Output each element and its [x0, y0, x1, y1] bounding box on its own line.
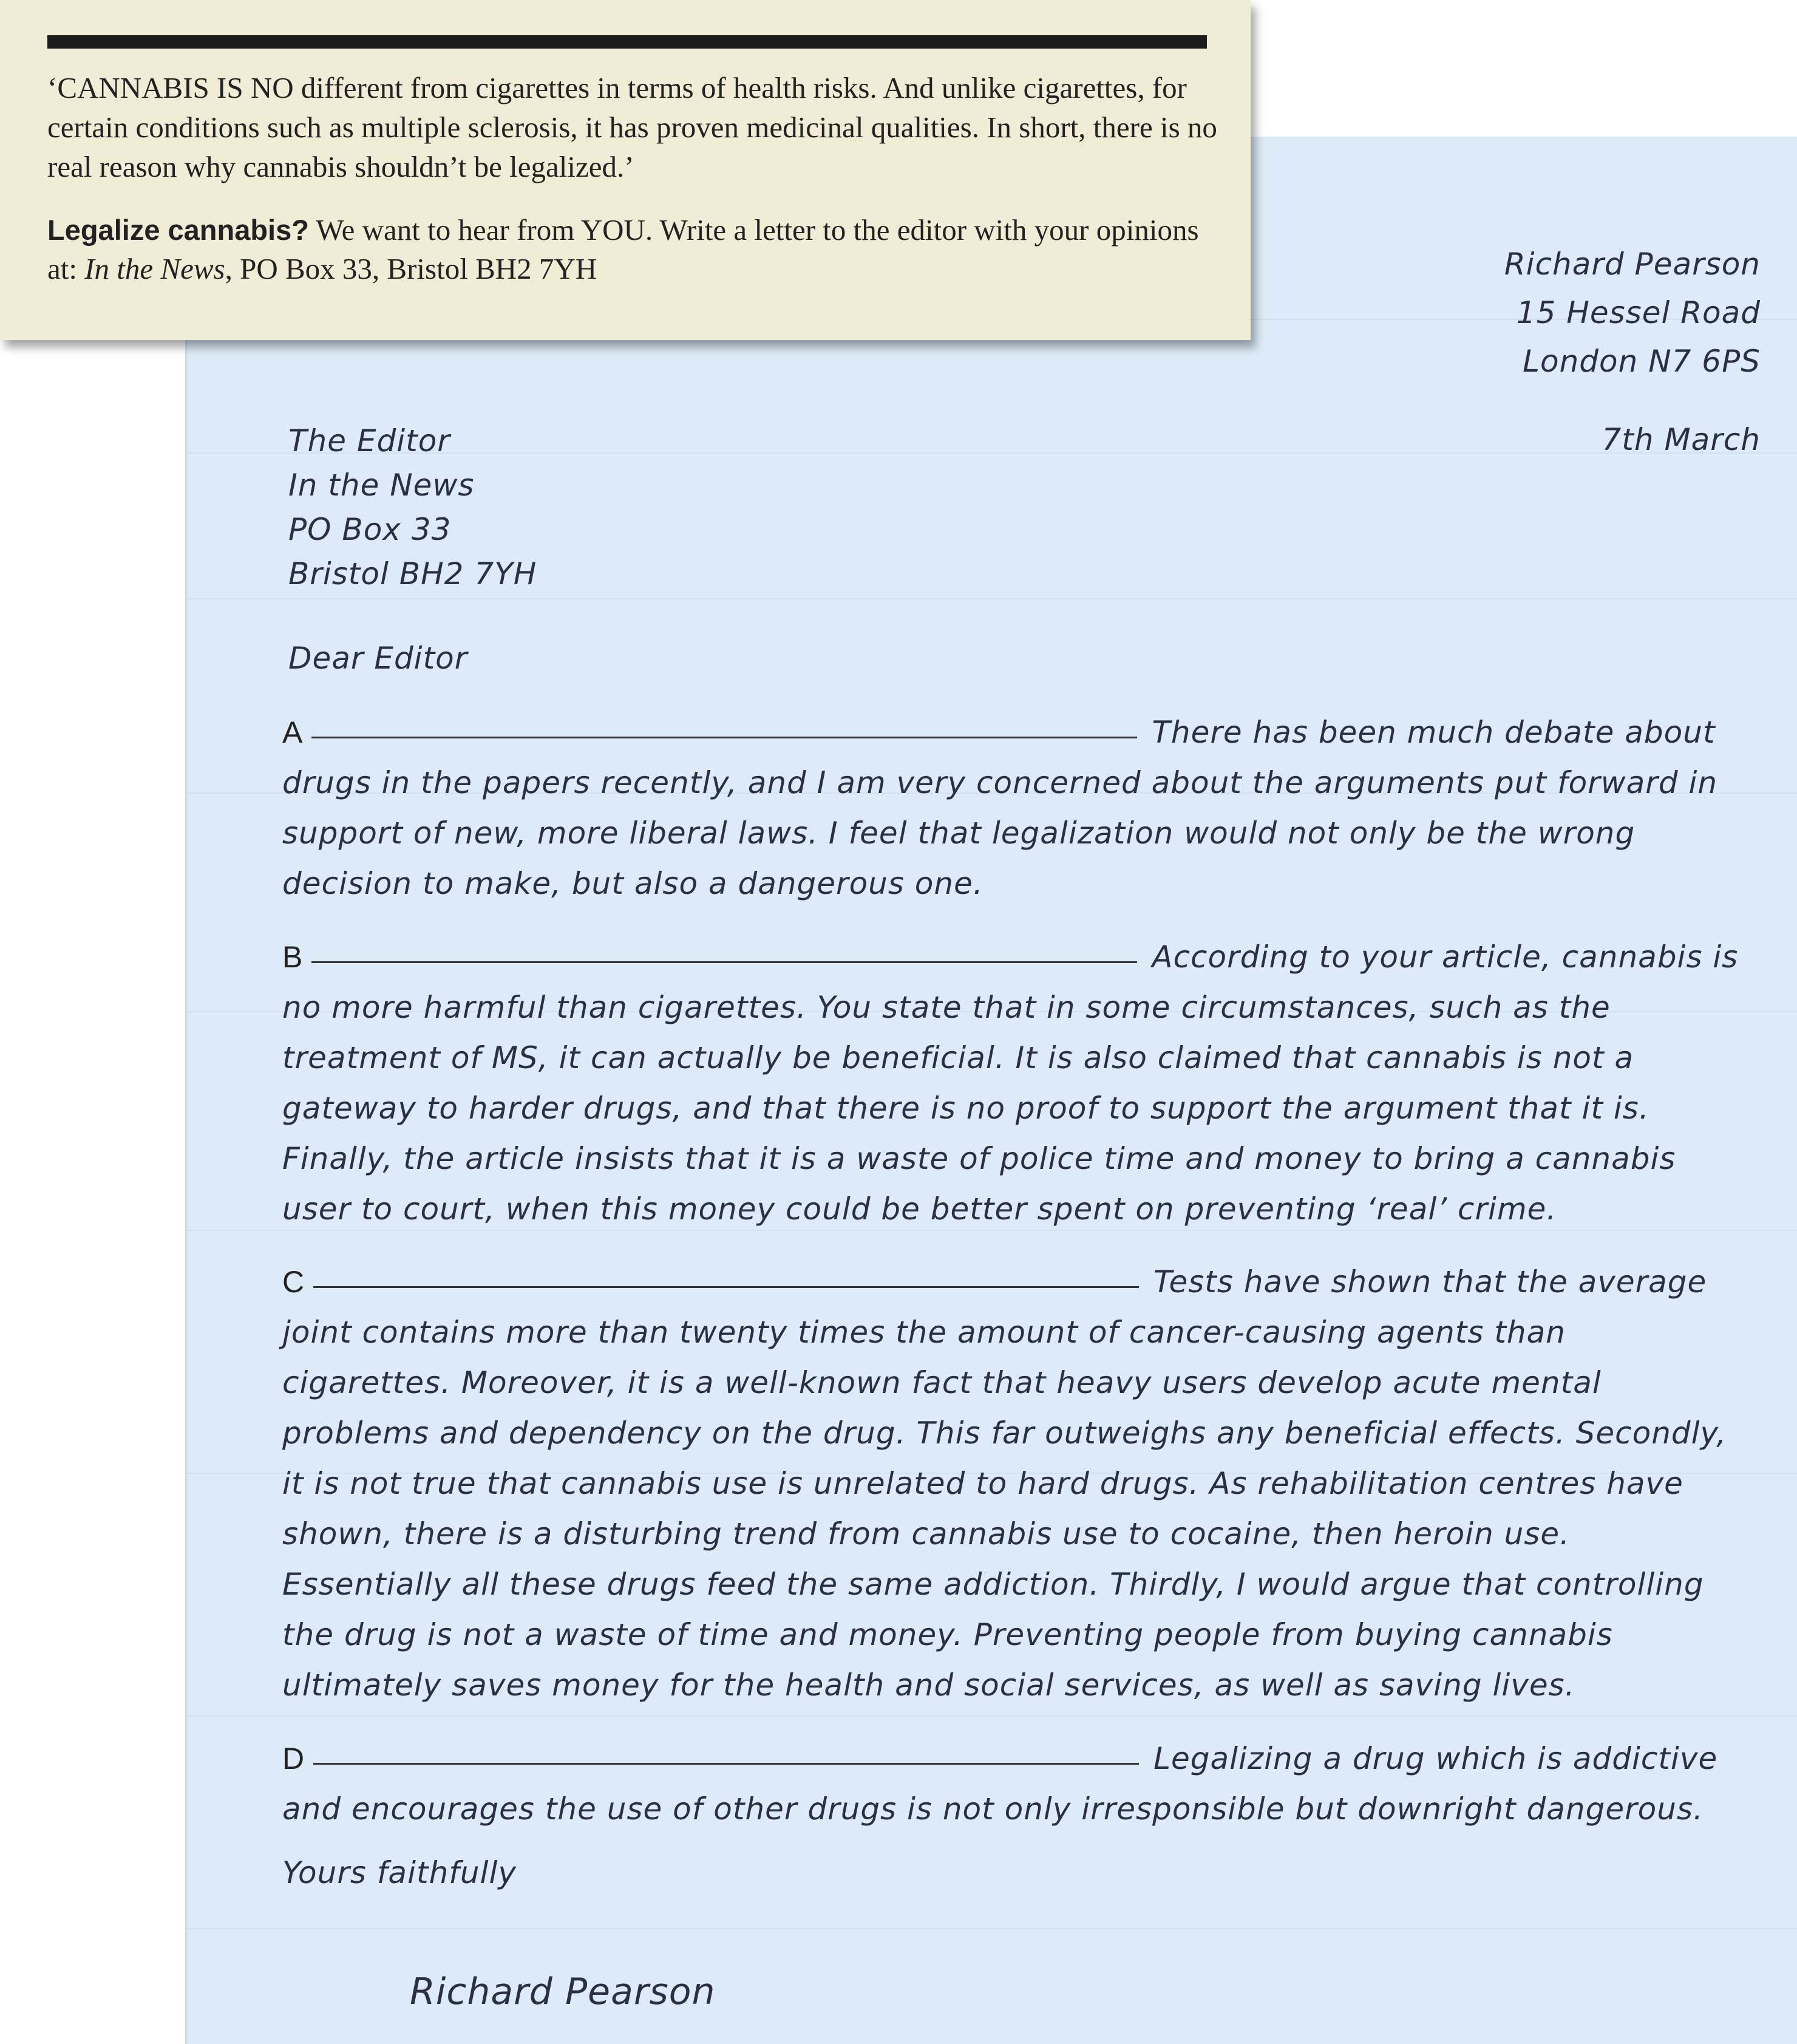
newspaper-address: , PO Box 33, Bristol BH2 7YH — [225, 252, 597, 285]
recipient-line-3: PO Box 33 — [288, 512, 452, 547]
newspaper-name: In the News — [84, 252, 225, 285]
closing: Yours faithfully — [282, 1855, 517, 1890]
sender-city: London N7 6PS — [1523, 344, 1761, 379]
clipping-quote: ‘CANNABIS IS NO different from cigarettes in terms of health risks. And unlike cigarettes, for certain conditions such as multiple sclerosis, it has proven medicinal qualities. In short, there is no real reason why cannabis shouldn’t be legalized.’ — [47, 71, 1217, 183]
sender-address — [1336, 240, 1761, 386]
sender-name: Richard Pearson — [1504, 247, 1761, 282]
paragraph-text-c: Tests have shown that the average joint contains more than twenty times the amount of cancer-causing agents than cigarettes. Moreover, it is a well-known fact that heavy users develop acute mental problems and dependency on the drug. This far outweighs any beneficial effects. Secondly, it is not true that cannabis use is unrelated to hard drugs. As rehabilitation centres have shown, there is a disturbing trend from cannabis use to cocaine, then heroin use. Essentially all these drugs feed the same addiction. Thirdly, I would argue that controlling the drug is not a waste of time and money. Preventing people from buying cannabis ultimately saves money for the health and social services, as well as saving lives. — [282, 1264, 1727, 1703]
topic-sentence-blank-b[interactable] — [311, 955, 1137, 963]
clipping-rule — [47, 35, 1207, 49]
letter-date: 7th March — [1602, 422, 1761, 457]
paragraph-d — [282, 1734, 1739, 1834]
sender-street: 15 Hessel Road — [1516, 295, 1761, 330]
signature: Richard Pearson — [410, 1971, 716, 2013]
salutation: Dear Editor — [288, 641, 468, 676]
paragraph-label-b: B — [282, 940, 304, 974]
newspaper-clipping — [0, 0, 1251, 340]
paragraph-label-c: C — [282, 1265, 305, 1299]
invitation-lead: Legalize cannabis? — [47, 214, 309, 246]
recipient-address — [288, 419, 537, 596]
paragraph-label-d: D — [282, 1742, 305, 1776]
paragraph-text-a: There has been much debate about drugs in the papers recently, and I am very concerned about the arguments put forward in support of new, more liberal laws. I feel that legalization would not only be the wrong decision to make, but also a dangerous one. — [282, 715, 1718, 901]
clipping-invitation — [47, 211, 1225, 288]
paragraph-a — [282, 707, 1739, 909]
topic-sentence-blank-a[interactable] — [311, 731, 1137, 738]
topic-sentence-blank-d[interactable] — [313, 1757, 1139, 1765]
topic-sentence-blank-c[interactable] — [313, 1280, 1139, 1288]
invitation-text: We want to hear from YOU. Write a letter to the editor with your opinions at: — [47, 213, 1199, 285]
recipient-line-1: The Editor — [288, 423, 450, 458]
recipient-line-4: Bristol BH2 7YH — [288, 556, 537, 591]
paragraph-b — [282, 932, 1739, 1235]
paragraph-text-b: According to your article, cannabis is no more harmful than cigarettes. You state that in some circumstances, such as the treatment of MS, it can actually be beneficial. It is also claimed that cannabis is not a gateway to harder drugs, and that there is no proof to support the argument that it is. Finally, the article insists that it is a waste of police time and money to bring a cannabis user to court, when this money could be better spent on preventing ‘real’ crime. — [282, 939, 1739, 1227]
paragraph-text-d: Legalizing a drug which is addictive and encourages the use of other drugs is not only irresponsible but downright dangerous. — [282, 1741, 1718, 1827]
paragraph-label-a: A — [282, 715, 304, 749]
paragraph-c — [282, 1257, 1739, 1711]
recipient-line-2: In the News — [288, 468, 475, 503]
